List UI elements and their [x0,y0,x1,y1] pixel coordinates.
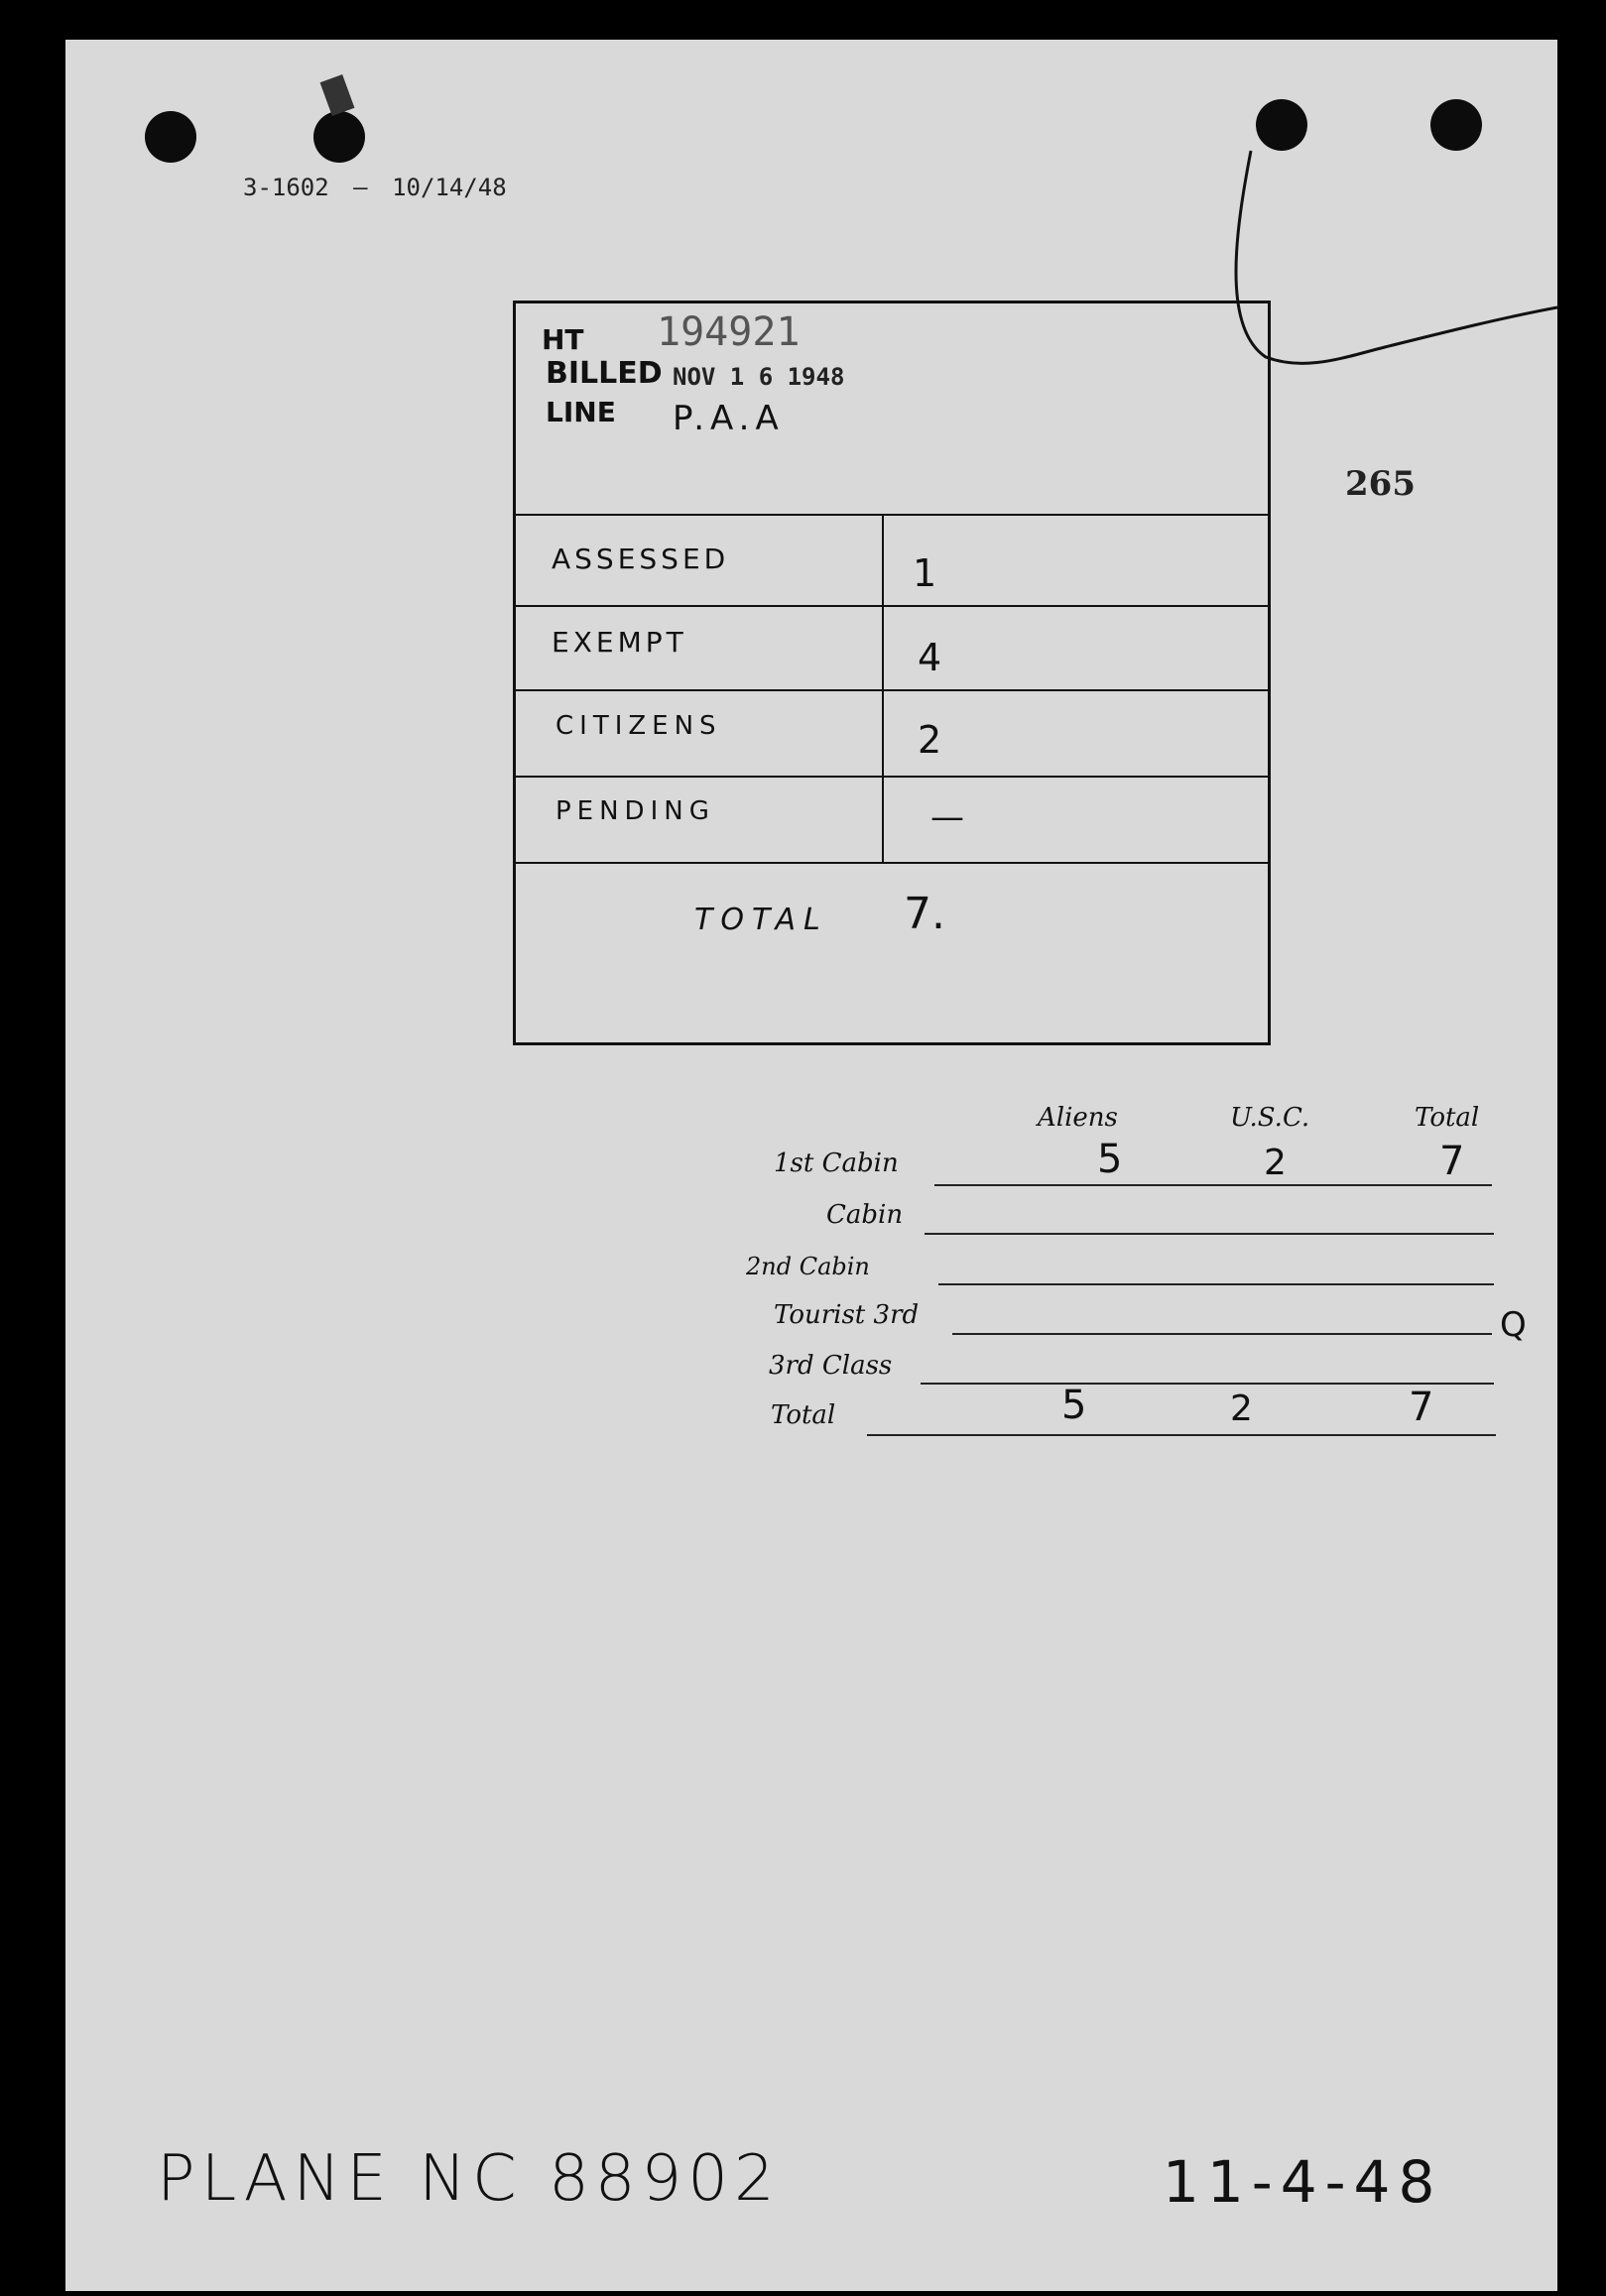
row-pending-value: — [930,797,964,837]
box-column-divider [882,514,884,863]
punch-hole-3 [1256,99,1307,151]
cabin-total-usc: 2 [1230,1389,1253,1429]
row-exempt-label: EXEMPT [552,626,687,659]
box-row-line-3 [516,776,1268,778]
cabin-row-total: 7 [1439,1139,1465,1184]
form-code-line [243,174,507,201]
ht-label: HT [542,323,584,356]
form-dash: — [353,174,368,201]
cabin-row-label: 2nd Cabin [746,1253,870,1280]
margin-mark-q: Q [1500,1305,1527,1345]
box-divider-top [516,514,1268,516]
billed-date-stamp: NOV 1 6 1948 [673,363,845,391]
cabin-total-label: Total [771,1400,836,1430]
total-value: 7. [904,889,945,939]
total-label: TOTAL [694,903,828,937]
row-assessed-value: 1 [913,551,937,595]
footer-date-note: 11-4-48 [1163,2148,1443,2216]
cabin-row-blank-line [925,1233,1494,1235]
plane-number-note: PLANE NC 88902 [157,2142,781,2216]
billed-label: BILLED [546,356,663,391]
cabin-total-aliens: 5 [1061,1383,1087,1428]
punch-hole-1 [145,111,196,163]
line-value: P.A.A [673,399,785,438]
document-page [65,40,1557,2291]
form-code: 3-1602 [243,174,329,201]
cabin-row-usc: 2 [1264,1143,1287,1183]
punch-hole-2 [313,111,365,163]
col-header-usc: U.S.C. [1230,1103,1310,1133]
form-date: 10/14/48 [392,174,507,201]
row-assessed-label: ASSESSED [552,543,730,575]
cabin-row-label: Cabin [826,1200,904,1230]
col-header-total: Total [1415,1103,1480,1133]
cabin-row-aliens: 5 [1097,1137,1123,1182]
line-label: LINE [546,396,616,428]
row-citizens-value: 2 [918,718,942,762]
cabin-row-label: 1st Cabin [774,1148,899,1178]
cabin-total-total: 7 [1409,1385,1434,1430]
cabin-row-blank-line [952,1333,1492,1335]
box-row-line-4 [516,862,1268,864]
staple-mark [320,74,355,116]
corner-pen-mark [1226,149,1557,407]
cabin-row-label: Tourist 3rd [774,1300,920,1330]
punch-hole-4 [1430,99,1482,151]
cabin-row-blank-line [938,1283,1494,1285]
page-number: 265 [1345,464,1416,504]
box-row-line-2 [516,689,1268,691]
cabin-total-blank-line [867,1434,1496,1436]
box-row-line-1 [516,605,1268,607]
row-citizens-label: CITIZENS [556,711,722,741]
cabin-row-label: 3rd Class [769,1351,893,1381]
cabin-row-blank-line [934,1184,1492,1186]
row-pending-label: PENDING [556,796,715,826]
col-header-aliens: Aliens [1038,1103,1118,1133]
row-exempt-value: 4 [918,636,942,679]
ht-number: 194921 [657,309,801,355]
head-tax-box [513,301,1271,1045]
